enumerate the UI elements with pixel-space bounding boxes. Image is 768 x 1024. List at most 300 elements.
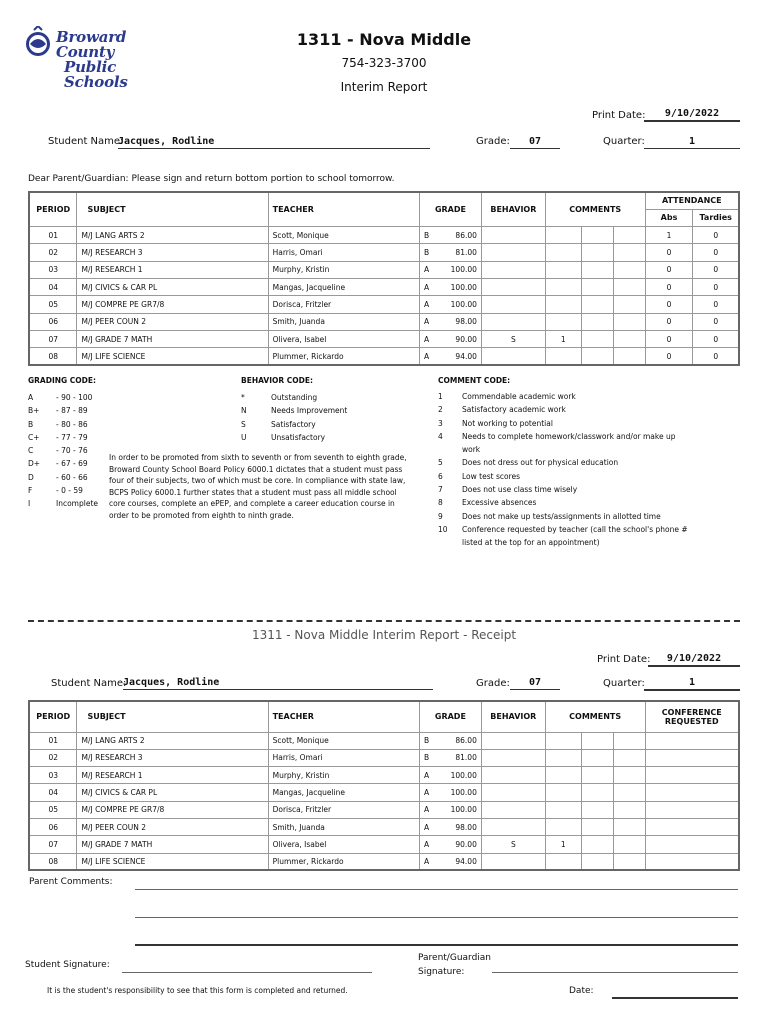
receipt-comment-cell-3	[613, 749, 645, 766]
behavior-code-key: N	[241, 406, 247, 416]
receipt-comment-cell-2	[581, 853, 613, 870]
teacher-cell: Plummer, Rickardo	[268, 348, 419, 365]
parent-comments-line-3[interactable]	[135, 944, 738, 946]
receipt-letter-grade-cell: B	[419, 749, 439, 766]
col-header-behavior: BEHAVIOR	[481, 192, 545, 227]
receipt-quarter-value: 1	[644, 677, 740, 691]
receipt-comment-cell-1	[545, 801, 581, 818]
receipt-col-header-period: PERIOD	[29, 701, 77, 732]
behavior-code-desc: Satisfactory	[271, 419, 316, 429]
grading-code-desc: Incomplete	[56, 499, 98, 509]
grading-code-desc: - 70 - 76	[56, 446, 88, 456]
table-row	[29, 313, 739, 330]
letter-grade-cell: A	[420, 278, 440, 295]
comment-code-item-continued	[438, 536, 688, 549]
receipt-comment-cell-1	[545, 784, 581, 801]
grading-code-list	[28, 391, 98, 511]
comment-cell-2	[581, 296, 613, 313]
absences-cell: 0	[645, 330, 693, 347]
subject-cell: M/J PEER COUN 2	[77, 313, 268, 330]
table-row	[29, 227, 739, 244]
subject-cell: M/J COMPRE PE GR7/8	[77, 296, 268, 313]
receipt-student-name-value: Jacques, Rodline	[123, 677, 433, 690]
comment-cell-3	[613, 261, 645, 278]
parent-comments-line-1[interactable]	[135, 889, 738, 890]
behavior-code-item	[241, 418, 347, 431]
comment-code-item	[438, 483, 688, 496]
grading-code-item	[28, 471, 98, 484]
receipt-comment-cell-2	[581, 836, 613, 853]
teacher-cell: Dorisca, Fritzler	[268, 296, 419, 313]
comment-code-desc: Not working to potential	[462, 418, 553, 428]
comment-code-desc: Excessive absences	[462, 498, 537, 508]
grading-code-key: D	[28, 472, 34, 482]
teacher-cell: Harris, Omari	[268, 244, 419, 261]
comment-code-desc: Needs to complete homework/classwork and/or make up	[462, 431, 676, 441]
receipt-table-row	[29, 818, 739, 835]
receipt-comment-cell-2	[581, 784, 613, 801]
comment-code-desc: Does not use class time wisely	[462, 485, 578, 495]
score-cell: 100.00	[439, 296, 481, 313]
receipt-letter-grade-cell: A	[419, 801, 439, 818]
behavior-cell	[481, 244, 545, 261]
quarter-label: Quarter:	[603, 136, 645, 147]
comment-code-key: 3	[438, 418, 443, 428]
receipt-period-cell: 01	[29, 732, 77, 749]
comment-cell-1	[545, 278, 581, 295]
receipt-behavior-cell	[481, 853, 545, 870]
comment-code-desc-continued: listed at the top for an appointment)	[462, 538, 600, 548]
teacher-cell: Olivera, Isabel	[268, 330, 419, 347]
comment-code-item	[438, 430, 688, 443]
receipt-comment-cell-1	[545, 818, 581, 835]
absences-cell: 1	[645, 227, 693, 244]
comment-code-key: 6	[438, 471, 443, 481]
receipt-letter-grade-cell: A	[419, 853, 439, 870]
subject-cell: M/J RESEARCH 1	[77, 261, 268, 278]
receipt-table-row	[29, 749, 739, 766]
parent-comments-line-2[interactable]	[135, 917, 738, 918]
col-header-period: PERIOD	[29, 192, 77, 227]
score-cell: 81.00	[439, 244, 481, 261]
receipt-col-header-grade: GRADE	[419, 701, 481, 732]
receipt-table-row	[29, 784, 739, 801]
date-line[interactable]	[612, 997, 738, 999]
receipt-score-cell: 100.00	[439, 767, 481, 784]
behavior-cell	[481, 296, 545, 313]
subject-cell: M/J CIVICS & CAR PL	[77, 278, 268, 295]
receipt-comment-cell-3	[613, 836, 645, 853]
comment-code-item	[438, 417, 688, 430]
comment-cell-1	[545, 348, 581, 365]
parent-signature-label-line-2: Signature:	[418, 967, 465, 977]
table-row	[29, 261, 739, 278]
date-label: Date:	[569, 986, 594, 996]
receipt-period-cell: 03	[29, 767, 77, 784]
receipt-comment-cell-1	[545, 767, 581, 784]
student-name-label: Student Name:	[48, 136, 124, 147]
subject-cell: M/J LIFE SCIENCE	[77, 348, 268, 365]
col-header-tardies: Tardies	[693, 209, 739, 226]
col-header-teacher: TEACHER	[268, 192, 419, 227]
behavior-code-item	[241, 431, 347, 444]
receipt-comment-cell-1	[545, 732, 581, 749]
comment-cell-3	[613, 296, 645, 313]
promotion-policy-text: In order to be promoted from sixth to seventh or from seventh to eighth grade, Broward County School Board Policy 6000.1 dictates that a student must pass four of their subjects, two of which must be core. In compliance with state law, BCPS Policy 6000.1 further states that a student must pass all middle school core courses, complete an ePEP, and complete a career education course in order to be promoted from eighth to ninth grade.	[109, 453, 407, 520]
tardies-cell: 0	[693, 244, 739, 261]
receipt-teacher-cell: Olivera, Isabel	[268, 836, 419, 853]
conference-requested-cell[interactable]	[645, 818, 739, 835]
comment-code-item	[438, 523, 688, 536]
receipt-period-cell: 08	[29, 853, 77, 870]
receipt-teacher-cell: Scott, Monique	[268, 732, 419, 749]
grading-code-desc: - 60 - 66	[56, 472, 88, 482]
receipt-score-cell: 90.00	[439, 836, 481, 853]
receipt-subject-cell: M/J LIFE SCIENCE	[77, 853, 268, 870]
comment-cell-1: 1	[545, 330, 581, 347]
teacher-cell: Mangas, Jacqueline	[268, 278, 419, 295]
comment-cell-2	[581, 313, 613, 330]
parent-signature-line[interactable]	[492, 972, 738, 973]
receipt-score-cell: 98.00	[439, 818, 481, 835]
comment-cell-3	[613, 348, 645, 365]
tardies-cell: 0	[693, 348, 739, 365]
student-signature-line[interactable]	[122, 972, 372, 973]
comment-cell-1	[545, 313, 581, 330]
receipt-col-header-comments: COMMENTS	[545, 701, 645, 732]
table-row	[29, 348, 739, 365]
receipt-letter-grade-cell: A	[419, 784, 439, 801]
comment-cell-1	[545, 244, 581, 261]
comment-code-key: 1	[438, 392, 443, 401]
comment-code-desc: Low test scores	[462, 471, 521, 481]
receipt-comment-cell-2	[581, 818, 613, 835]
receipt-grades-table	[28, 700, 740, 871]
grading-code-item	[28, 418, 98, 431]
comment-code-desc: Does not make up tests/assignments in allotted time	[462, 511, 661, 521]
parent-comments-label: Parent Comments:	[29, 877, 113, 887]
comment-code-key: 2	[438, 405, 443, 415]
period-cell: 02	[29, 244, 77, 261]
receipt-letter-grade-cell: A	[419, 818, 439, 835]
behavior-code-key: S	[241, 419, 246, 429]
comment-code-item	[438, 456, 688, 469]
behavior-code-item	[241, 391, 347, 404]
comment-cell-3	[613, 227, 645, 244]
receipt-period-cell: 02	[29, 749, 77, 766]
teacher-cell: Smith, Juanda	[268, 313, 419, 330]
grading-code-desc: - 90 - 100	[56, 393, 93, 402]
grading-code-item	[28, 484, 98, 497]
score-cell: 90.00	[439, 330, 481, 347]
receipt-quarter-label: Quarter:	[603, 678, 645, 689]
conference-requested-cell[interactable]	[645, 749, 739, 766]
receipt-score-cell: 86.00	[439, 732, 481, 749]
receipt-table-row	[29, 732, 739, 749]
grading-code-key: C	[28, 446, 34, 456]
comment-code-list	[438, 390, 688, 550]
grading-code-item	[28, 457, 98, 470]
receipt-behavior-cell: S	[481, 836, 545, 853]
comment-cell-3	[613, 313, 645, 330]
grade-label: Grade:	[476, 136, 510, 147]
grading-code-key: B+	[28, 406, 40, 416]
receipt-period-cell: 04	[29, 784, 77, 801]
comment-code-desc-continued: work	[462, 445, 481, 455]
student-name-value: Jacques, Rodline	[118, 136, 430, 149]
receipt-comment-cell-3	[613, 784, 645, 801]
comment-code-key: 4	[438, 431, 443, 441]
receipt-print-date-label: Print Date:	[597, 654, 651, 665]
receipt-period-cell: 07	[29, 836, 77, 853]
grading-code-key: D+	[28, 459, 41, 469]
parent-signature-label-line-1: Parent/Guardian	[418, 953, 492, 963]
tardies-cell: 0	[693, 296, 739, 313]
score-cell: 100.00	[439, 261, 481, 278]
conference-requested-cell[interactable]	[645, 767, 739, 784]
period-cell: 06	[29, 313, 77, 330]
score-cell: 100.00	[439, 278, 481, 295]
receipt-col-header-subject: SUBJECT	[77, 701, 268, 732]
receipt-letter-grade-cell: B	[419, 732, 439, 749]
letter-grade-cell: A	[420, 261, 440, 278]
comment-code-key: 8	[438, 498, 443, 508]
receipt-student-name-label: Student Name:	[51, 678, 127, 689]
receipt-subject-cell: M/J PEER COUN 2	[77, 818, 268, 835]
absences-cell: 0	[645, 244, 693, 261]
behavior-cell	[481, 278, 545, 295]
receipt-teacher-cell: Murphy, Kristin	[268, 767, 419, 784]
grading-code-key: B	[28, 419, 34, 429]
comment-code-title: COMMENT CODE:	[438, 376, 511, 385]
tear-off-line	[28, 620, 740, 622]
comment-cell-2	[581, 278, 613, 295]
receipt-score-cell: 100.00	[439, 801, 481, 818]
grading-code-item	[28, 391, 98, 404]
comment-code-desc: Satisfactory academic work	[462, 405, 566, 415]
receipt-subject-cell: M/J RESEARCH 3	[77, 749, 268, 766]
grading-code-item	[28, 497, 98, 510]
receipt-comment-cell-1: 1	[545, 836, 581, 853]
tardies-cell: 0	[693, 278, 739, 295]
comment-code-item-continued	[438, 443, 688, 456]
receipt-comment-cell-2	[581, 749, 613, 766]
subject-cell: M/J GRADE 7 MATH	[77, 330, 268, 347]
grading-code-item	[28, 404, 98, 417]
behavior-code-list	[241, 391, 347, 444]
tardies-cell: 0	[693, 261, 739, 278]
letter-grade-cell: A	[420, 330, 440, 347]
table-row	[29, 278, 739, 295]
comment-code-desc: Does not dress out for physical education	[462, 458, 619, 468]
dear-parent-text: Dear Parent/Guardian: Please sign and return bottom portion to school tomorrow.	[28, 174, 395, 184]
receipt-comment-cell-2	[581, 801, 613, 818]
letter-grade-cell: A	[420, 296, 440, 313]
behavior-code-desc: Unsatisfactory	[271, 432, 326, 442]
receipt-behavior-cell	[481, 801, 545, 818]
receipt-comment-cell-3	[613, 818, 645, 835]
school-name: 1311 - Nova Middle	[296, 30, 472, 49]
receipt-period-cell: 06	[29, 818, 77, 835]
period-cell: 08	[29, 348, 77, 365]
comment-cell-2	[581, 348, 613, 365]
comment-code-item	[438, 496, 688, 509]
behavior-cell	[481, 227, 545, 244]
comment-cell-3	[613, 278, 645, 295]
responsibility-footnote: It is the student's responsibility to see that this form is completed and returned.	[47, 986, 348, 995]
receipt-comment-cell-3	[613, 853, 645, 870]
grading-code-item	[28, 431, 98, 444]
grading-code-desc: - 0 - 59	[56, 486, 83, 496]
comment-code-key: 5	[438, 458, 443, 468]
conference-requested-cell[interactable]	[645, 836, 739, 853]
receipt-comment-cell-3	[613, 801, 645, 818]
score-cell: 98.00	[439, 313, 481, 330]
subject-cell: M/J RESEARCH 3	[77, 244, 268, 261]
receipt-subject-cell: M/J LANG ARTS 2	[77, 732, 268, 749]
receipt-teacher-cell: Plummer, Rickardo	[268, 853, 419, 870]
absences-cell: 0	[645, 261, 693, 278]
receipt-grade-label: Grade:	[476, 678, 510, 689]
parent-signature-label	[418, 951, 491, 979]
comment-cell-2	[581, 261, 613, 278]
absences-cell: 0	[645, 278, 693, 295]
receipt-letter-grade-cell: A	[419, 767, 439, 784]
conference-requested-cell[interactable]	[645, 732, 739, 749]
receipt-subject-cell: M/J CIVICS & CAR PL	[77, 784, 268, 801]
receipt-comment-cell-1	[545, 853, 581, 870]
report-title: Interim Report	[340, 80, 428, 94]
letter-grade-cell: A	[420, 348, 440, 365]
comment-cell-3	[613, 244, 645, 261]
receipt-table-row	[29, 836, 739, 853]
grading-code-title: GRADING CODE:	[28, 376, 97, 385]
receipt-teacher-cell: Mangas, Jacqueline	[268, 784, 419, 801]
receipt-grade-value: 07	[510, 677, 560, 690]
letter-grade-cell: B	[420, 227, 440, 244]
comment-code-key: 9	[438, 511, 443, 521]
logo-line-2: Public Schools	[64, 58, 128, 91]
tardies-cell: 0	[693, 330, 739, 347]
receipt-behavior-cell	[481, 818, 545, 835]
receipt-score-cell: 81.00	[439, 749, 481, 766]
receipt-behavior-cell	[481, 749, 545, 766]
receipt-title: 1311 - Nova Middle Interim Report - Receipt	[251, 628, 517, 642]
absences-cell: 0	[645, 296, 693, 313]
comment-code-item	[438, 390, 688, 403]
subject-cell: M/J LANG ARTS 2	[77, 227, 268, 244]
col-header-abs: Abs	[645, 209, 693, 226]
grading-code-key: A	[28, 393, 34, 402]
tardies-cell: 0	[693, 227, 739, 244]
receipt-behavior-cell	[481, 784, 545, 801]
period-cell: 05	[29, 296, 77, 313]
receipt-behavior-cell	[481, 767, 545, 784]
period-cell: 07	[29, 330, 77, 347]
receipt-teacher-cell: Smith, Juanda	[268, 818, 419, 835]
behavior-code-key: U	[241, 432, 247, 442]
quarter-value: 1	[644, 136, 740, 149]
receipt-col-header-teacher: TEACHER	[268, 701, 419, 732]
comment-cell-3	[613, 330, 645, 347]
comment-cell-1	[545, 261, 581, 278]
teacher-cell: Scott, Monique	[268, 227, 419, 244]
logo-line-1: Broward County	[56, 28, 127, 61]
tardies-cell: 0	[693, 313, 739, 330]
grading-code-key: F	[28, 486, 33, 496]
score-cell: 86.00	[439, 227, 481, 244]
receipt-col-header-conference: CONFERENCE REQUESTED	[645, 701, 739, 732]
col-header-subject: SUBJECT	[77, 192, 268, 227]
receipt-behavior-cell	[481, 732, 545, 749]
behavior-code-item	[241, 404, 347, 417]
receipt-comment-cell-2	[581, 732, 613, 749]
table-row	[29, 330, 739, 347]
receipt-table-row	[29, 767, 739, 784]
conference-requested-cell[interactable]	[645, 801, 739, 818]
receipt-print-date-value: 9/10/2022	[648, 653, 740, 667]
table-row	[29, 296, 739, 313]
receipt-score-cell: 100.00	[439, 784, 481, 801]
grading-code-desc: - 87 - 89	[56, 406, 88, 416]
comment-cell-1	[545, 227, 581, 244]
student-signature-label: Student Signature:	[25, 960, 110, 970]
behavior-cell	[481, 261, 545, 278]
conference-requested-cell[interactable]	[645, 784, 739, 801]
print-date-label: Print Date:	[592, 110, 646, 121]
comment-cell-1	[545, 296, 581, 313]
behavior-code-desc: Needs Improvement	[271, 406, 348, 416]
grading-code-desc: - 67 - 69	[56, 459, 88, 469]
receipt-comment-cell-3	[613, 767, 645, 784]
school-phone: 754-323-3700	[341, 56, 427, 70]
receipt-subject-cell: M/J RESEARCH 1	[77, 767, 268, 784]
col-header-comments: COMMENTS	[545, 192, 645, 227]
table-row	[29, 244, 739, 261]
receipt-score-cell: 94.00	[439, 853, 481, 870]
comment-code-desc: Conference requested by teacher (call the school's phone #	[462, 524, 688, 534]
letter-grade-cell: A	[420, 313, 440, 330]
comment-code-desc: Commendable academic work	[462, 392, 576, 401]
comment-code-item	[438, 470, 688, 483]
col-header-attendance: ATTENDANCE	[645, 192, 739, 209]
comment-code-key: 7	[438, 485, 443, 495]
receipt-table-row	[29, 801, 739, 818]
conference-requested-cell[interactable]	[645, 853, 739, 870]
score-cell: 94.00	[439, 348, 481, 365]
behavior-code-key: *	[241, 393, 245, 402]
grading-code-key: C+	[28, 432, 40, 442]
grading-code-key: I	[28, 499, 31, 509]
grade-value: 07	[510, 136, 560, 149]
receipt-col-header-behavior: BEHAVIOR	[481, 701, 545, 732]
period-cell: 04	[29, 278, 77, 295]
comment-code-item	[438, 510, 688, 523]
comment-code-key: 10	[438, 524, 448, 534]
receipt-comment-cell-3	[613, 732, 645, 749]
receipt-comment-cell-2	[581, 767, 613, 784]
comment-cell-2	[581, 330, 613, 347]
period-cell: 01	[29, 227, 77, 244]
grading-code-desc: - 80 - 86	[56, 419, 88, 429]
grading-code-item	[28, 444, 98, 457]
behavior-cell: S	[481, 330, 545, 347]
receipt-comment-cell-1	[545, 749, 581, 766]
teacher-cell: Murphy, Kristin	[268, 261, 419, 278]
behavior-code-desc: Outstanding	[271, 393, 318, 402]
comment-cell-2	[581, 244, 613, 261]
letter-grade-cell: B	[420, 244, 440, 261]
